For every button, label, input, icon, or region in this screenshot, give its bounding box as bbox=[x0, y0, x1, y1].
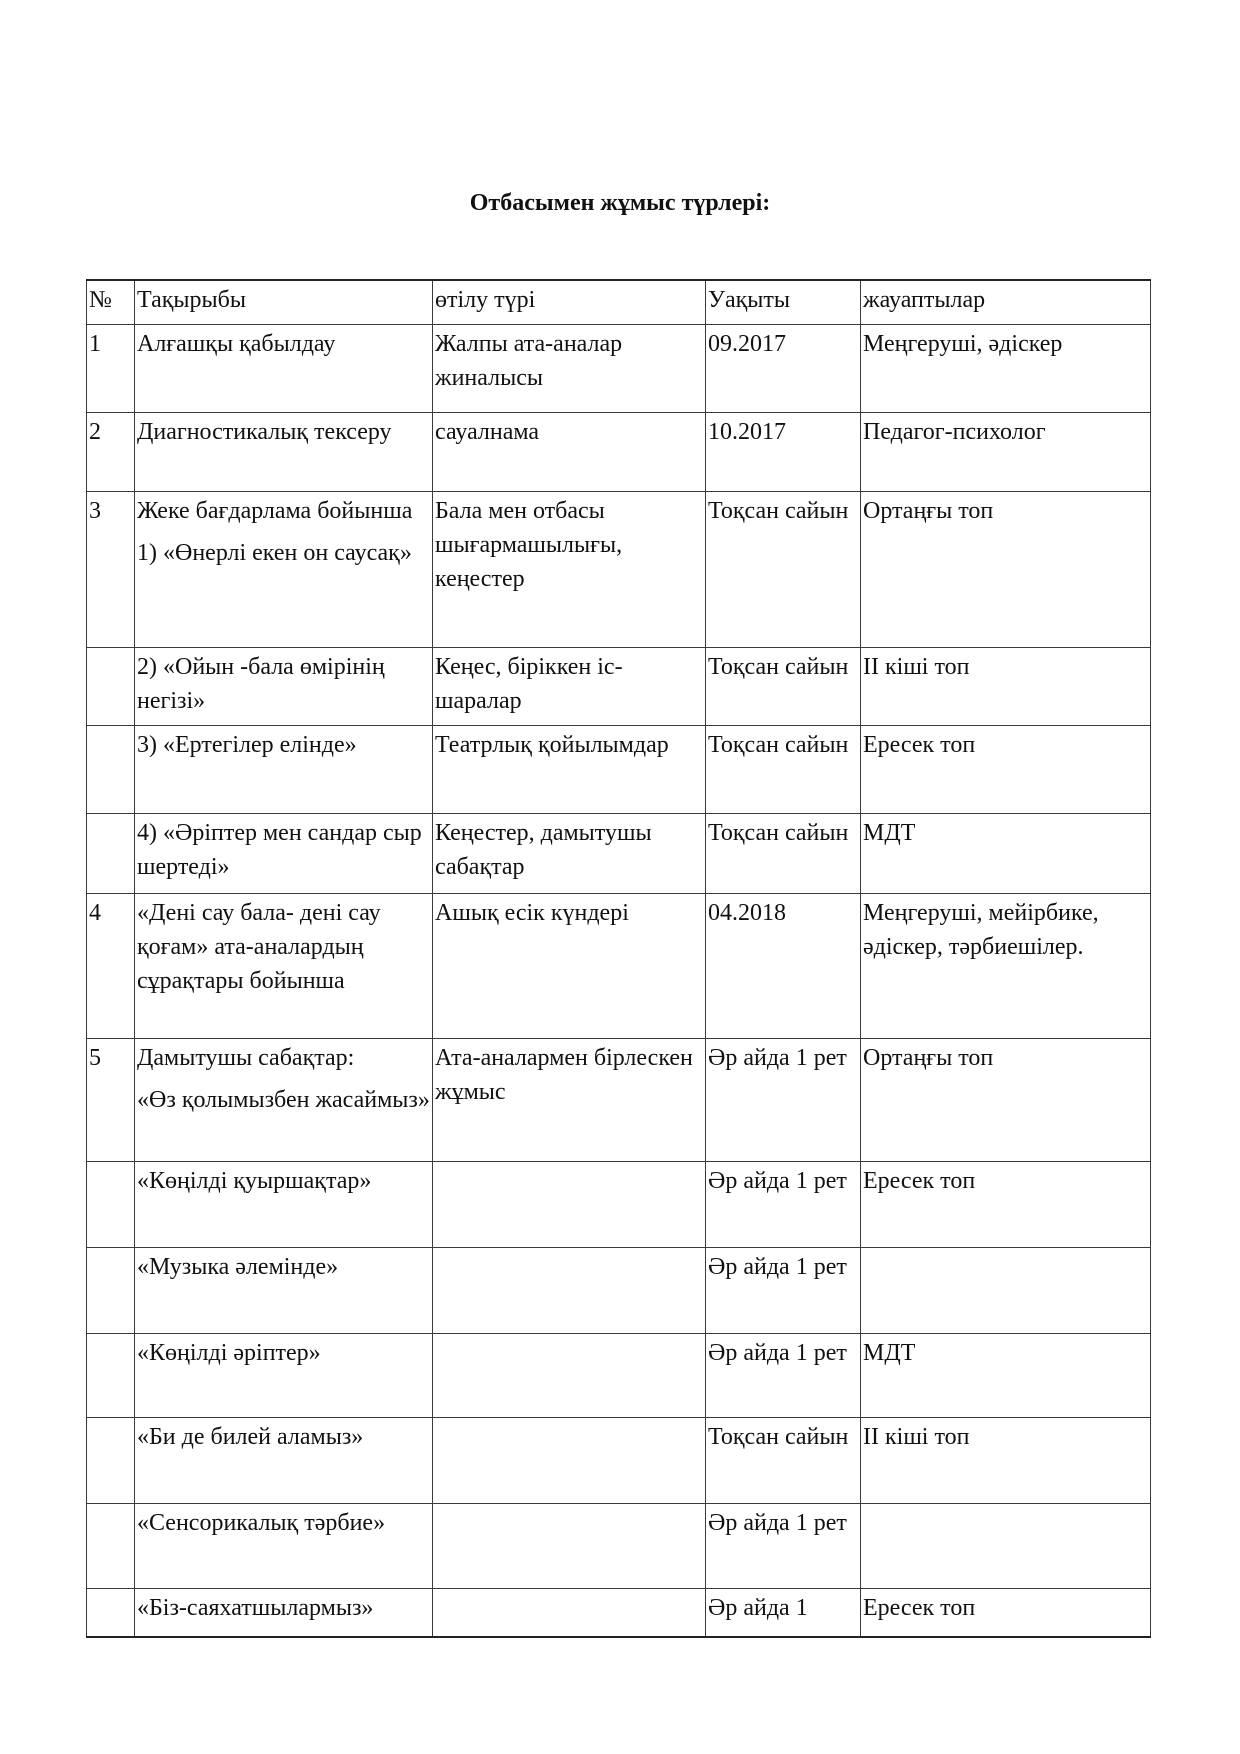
cell-responsible: Ересек топ bbox=[861, 1161, 1151, 1247]
cell-time: Тоқсан сайын bbox=[706, 1417, 861, 1503]
cell-topic bbox=[135, 647, 433, 725]
cell-form: Кеңестер, дамытушы сабақтар bbox=[433, 813, 706, 893]
work-forms-table bbox=[86, 279, 1151, 1638]
cell-responsible: II кіші топ bbox=[861, 647, 1151, 725]
cell-responsible: Ересек топ bbox=[861, 1588, 1151, 1637]
topic-line: Дамытушы сабақтар: bbox=[137, 1044, 355, 1071]
cell-responsible: Педагог-психолог bbox=[861, 412, 1151, 491]
cell-num: 5 bbox=[87, 1038, 135, 1161]
cell-topic bbox=[135, 1588, 433, 1637]
cell-form: Ашық есік күндері bbox=[433, 893, 706, 1038]
cell-num: 2 bbox=[87, 412, 135, 491]
cell-topic bbox=[135, 324, 433, 412]
topic-line: 3) «Ертегілер елінде» bbox=[137, 731, 357, 758]
cell-responsible bbox=[861, 1247, 1151, 1333]
cell-time: Әр айда 1 рет bbox=[706, 1247, 861, 1333]
cell-topic bbox=[135, 725, 433, 813]
cell-num bbox=[87, 1247, 135, 1333]
topic-line: «Өз қолымызбен жасаймыз» bbox=[137, 1086, 430, 1113]
cell-topic bbox=[135, 412, 433, 491]
cell-num: 1 bbox=[87, 324, 135, 412]
table-row bbox=[87, 1247, 1151, 1333]
cell-form: Бала мен отбасы шығармашылығы, кеңестер bbox=[433, 491, 706, 647]
topic-line: 1) «Өнерлі екен он саусақ» bbox=[137, 539, 412, 566]
cell-time: Әр айда 1 рет bbox=[706, 1161, 861, 1247]
table-row bbox=[87, 1503, 1151, 1588]
cell-time: Тоқсан сайын bbox=[706, 725, 861, 813]
cell-time: Әр айда 1 рет bbox=[706, 1503, 861, 1588]
table-row bbox=[87, 412, 1151, 491]
cell-num: 3 bbox=[87, 491, 135, 647]
table-row bbox=[87, 893, 1151, 1038]
cell-topic bbox=[135, 1333, 433, 1417]
topic-line: «Дені сау бала- дені сау қоғам» ата-аналардың сұрақтары бойынша bbox=[137, 899, 381, 994]
topic-line: «Музыка әлемінде» bbox=[137, 1253, 339, 1280]
cell-form bbox=[433, 1247, 706, 1333]
table-row bbox=[87, 725, 1151, 813]
cell-num bbox=[87, 1417, 135, 1503]
cell-responsible bbox=[861, 1503, 1151, 1588]
cell-time: Әр айда 1 рет bbox=[706, 1333, 861, 1417]
table-header-row bbox=[87, 280, 1151, 324]
cell-num bbox=[87, 1503, 135, 1588]
cell-responsible: Ортаңғы топ bbox=[861, 1038, 1151, 1161]
topic-line: 4) «Әріптер мен сандар сыр шертеді» bbox=[137, 819, 422, 880]
table-row bbox=[87, 324, 1151, 412]
table-row bbox=[87, 813, 1151, 893]
page-title: Отбасымен жұмыс түрлері: bbox=[469, 190, 771, 216]
table-row bbox=[87, 491, 1151, 647]
cell-num bbox=[87, 1161, 135, 1247]
cell-form: сауалнама bbox=[433, 412, 706, 491]
cell-form: Кеңес, біріккен іс-шаралар bbox=[433, 647, 706, 725]
table-row bbox=[87, 647, 1151, 725]
cell-form bbox=[433, 1503, 706, 1588]
topic-line: 2) «Ойын -бала өмірінің негізі» bbox=[137, 653, 385, 714]
topic-line: Алғашқы қабылдау bbox=[137, 330, 336, 357]
cell-responsible: Ересек топ bbox=[861, 725, 1151, 813]
cell-topic bbox=[135, 1503, 433, 1588]
cell-topic bbox=[135, 813, 433, 893]
cell-num bbox=[87, 647, 135, 725]
cell-time: Тоқсан сайын bbox=[706, 647, 861, 725]
table-row bbox=[87, 1588, 1151, 1637]
cell-time: 10.2017 bbox=[706, 412, 861, 491]
cell-topic bbox=[135, 1247, 433, 1333]
cell-num bbox=[87, 1333, 135, 1417]
cell-responsible: МДТ bbox=[861, 813, 1151, 893]
cell-form bbox=[433, 1333, 706, 1417]
cell-topic bbox=[135, 893, 433, 1038]
cell-num: 4 bbox=[87, 893, 135, 1038]
cell-responsible: Меңгеруші, әдіскер bbox=[861, 324, 1151, 412]
cell-form: Ата-аналармен бірлескен жұмыс bbox=[433, 1038, 706, 1161]
table-row bbox=[87, 1333, 1151, 1417]
cell-topic bbox=[135, 1417, 433, 1503]
header-time: Уақыты bbox=[706, 280, 861, 324]
cell-time: Әр айда 1 bbox=[706, 1588, 861, 1637]
cell-num bbox=[87, 725, 135, 813]
cell-responsible: Меңгеруші, мейірбике, әдіскер, тәрбиешілер. bbox=[861, 893, 1151, 1038]
header-topic: Тақырыбы bbox=[135, 280, 433, 324]
cell-form bbox=[433, 1417, 706, 1503]
header-form: өтілу түрі bbox=[433, 280, 706, 324]
cell-form bbox=[433, 1161, 706, 1247]
cell-time: 09.2017 bbox=[706, 324, 861, 412]
table-row bbox=[87, 1417, 1151, 1503]
topic-line: «Көңілді әріптер» bbox=[137, 1339, 321, 1366]
cell-responsible: II кіші топ bbox=[861, 1417, 1151, 1503]
topic-line: «Көңілді қуыршақтар» bbox=[137, 1167, 372, 1194]
cell-form: Жалпы ата-аналар жиналысы bbox=[433, 324, 706, 412]
cell-form: Театрлық қойылымдар bbox=[433, 725, 706, 813]
cell-time: Тоқсан сайын bbox=[706, 813, 861, 893]
header-responsible: жауаптылар bbox=[861, 280, 1151, 324]
cell-topic bbox=[135, 1038, 433, 1161]
cell-time: Тоқсан сайын bbox=[706, 491, 861, 647]
header-num: № bbox=[87, 280, 135, 324]
table-row bbox=[87, 1161, 1151, 1247]
topic-line: «Би де билей аламыз» bbox=[137, 1423, 364, 1450]
topic-line: Диагностикалық тексеру bbox=[137, 418, 392, 445]
cell-time: 04.2018 bbox=[706, 893, 861, 1038]
cell-topic bbox=[135, 1161, 433, 1247]
topic-line: Жеке бағдарлама бойынша bbox=[137, 497, 413, 524]
cell-num bbox=[87, 1588, 135, 1637]
table-row bbox=[87, 1038, 1151, 1161]
cell-form bbox=[433, 1588, 706, 1637]
topic-line: «Біз-саяхатшылармыз» bbox=[137, 1594, 374, 1621]
cell-topic bbox=[135, 491, 433, 647]
cell-num bbox=[87, 813, 135, 893]
topic-line: «Сенсорикалық тәрбие» bbox=[137, 1509, 386, 1536]
cell-responsible: МДТ bbox=[861, 1333, 1151, 1417]
cell-time: Әр айда 1 рет bbox=[706, 1038, 861, 1161]
cell-responsible: Ортаңғы топ bbox=[861, 491, 1151, 647]
